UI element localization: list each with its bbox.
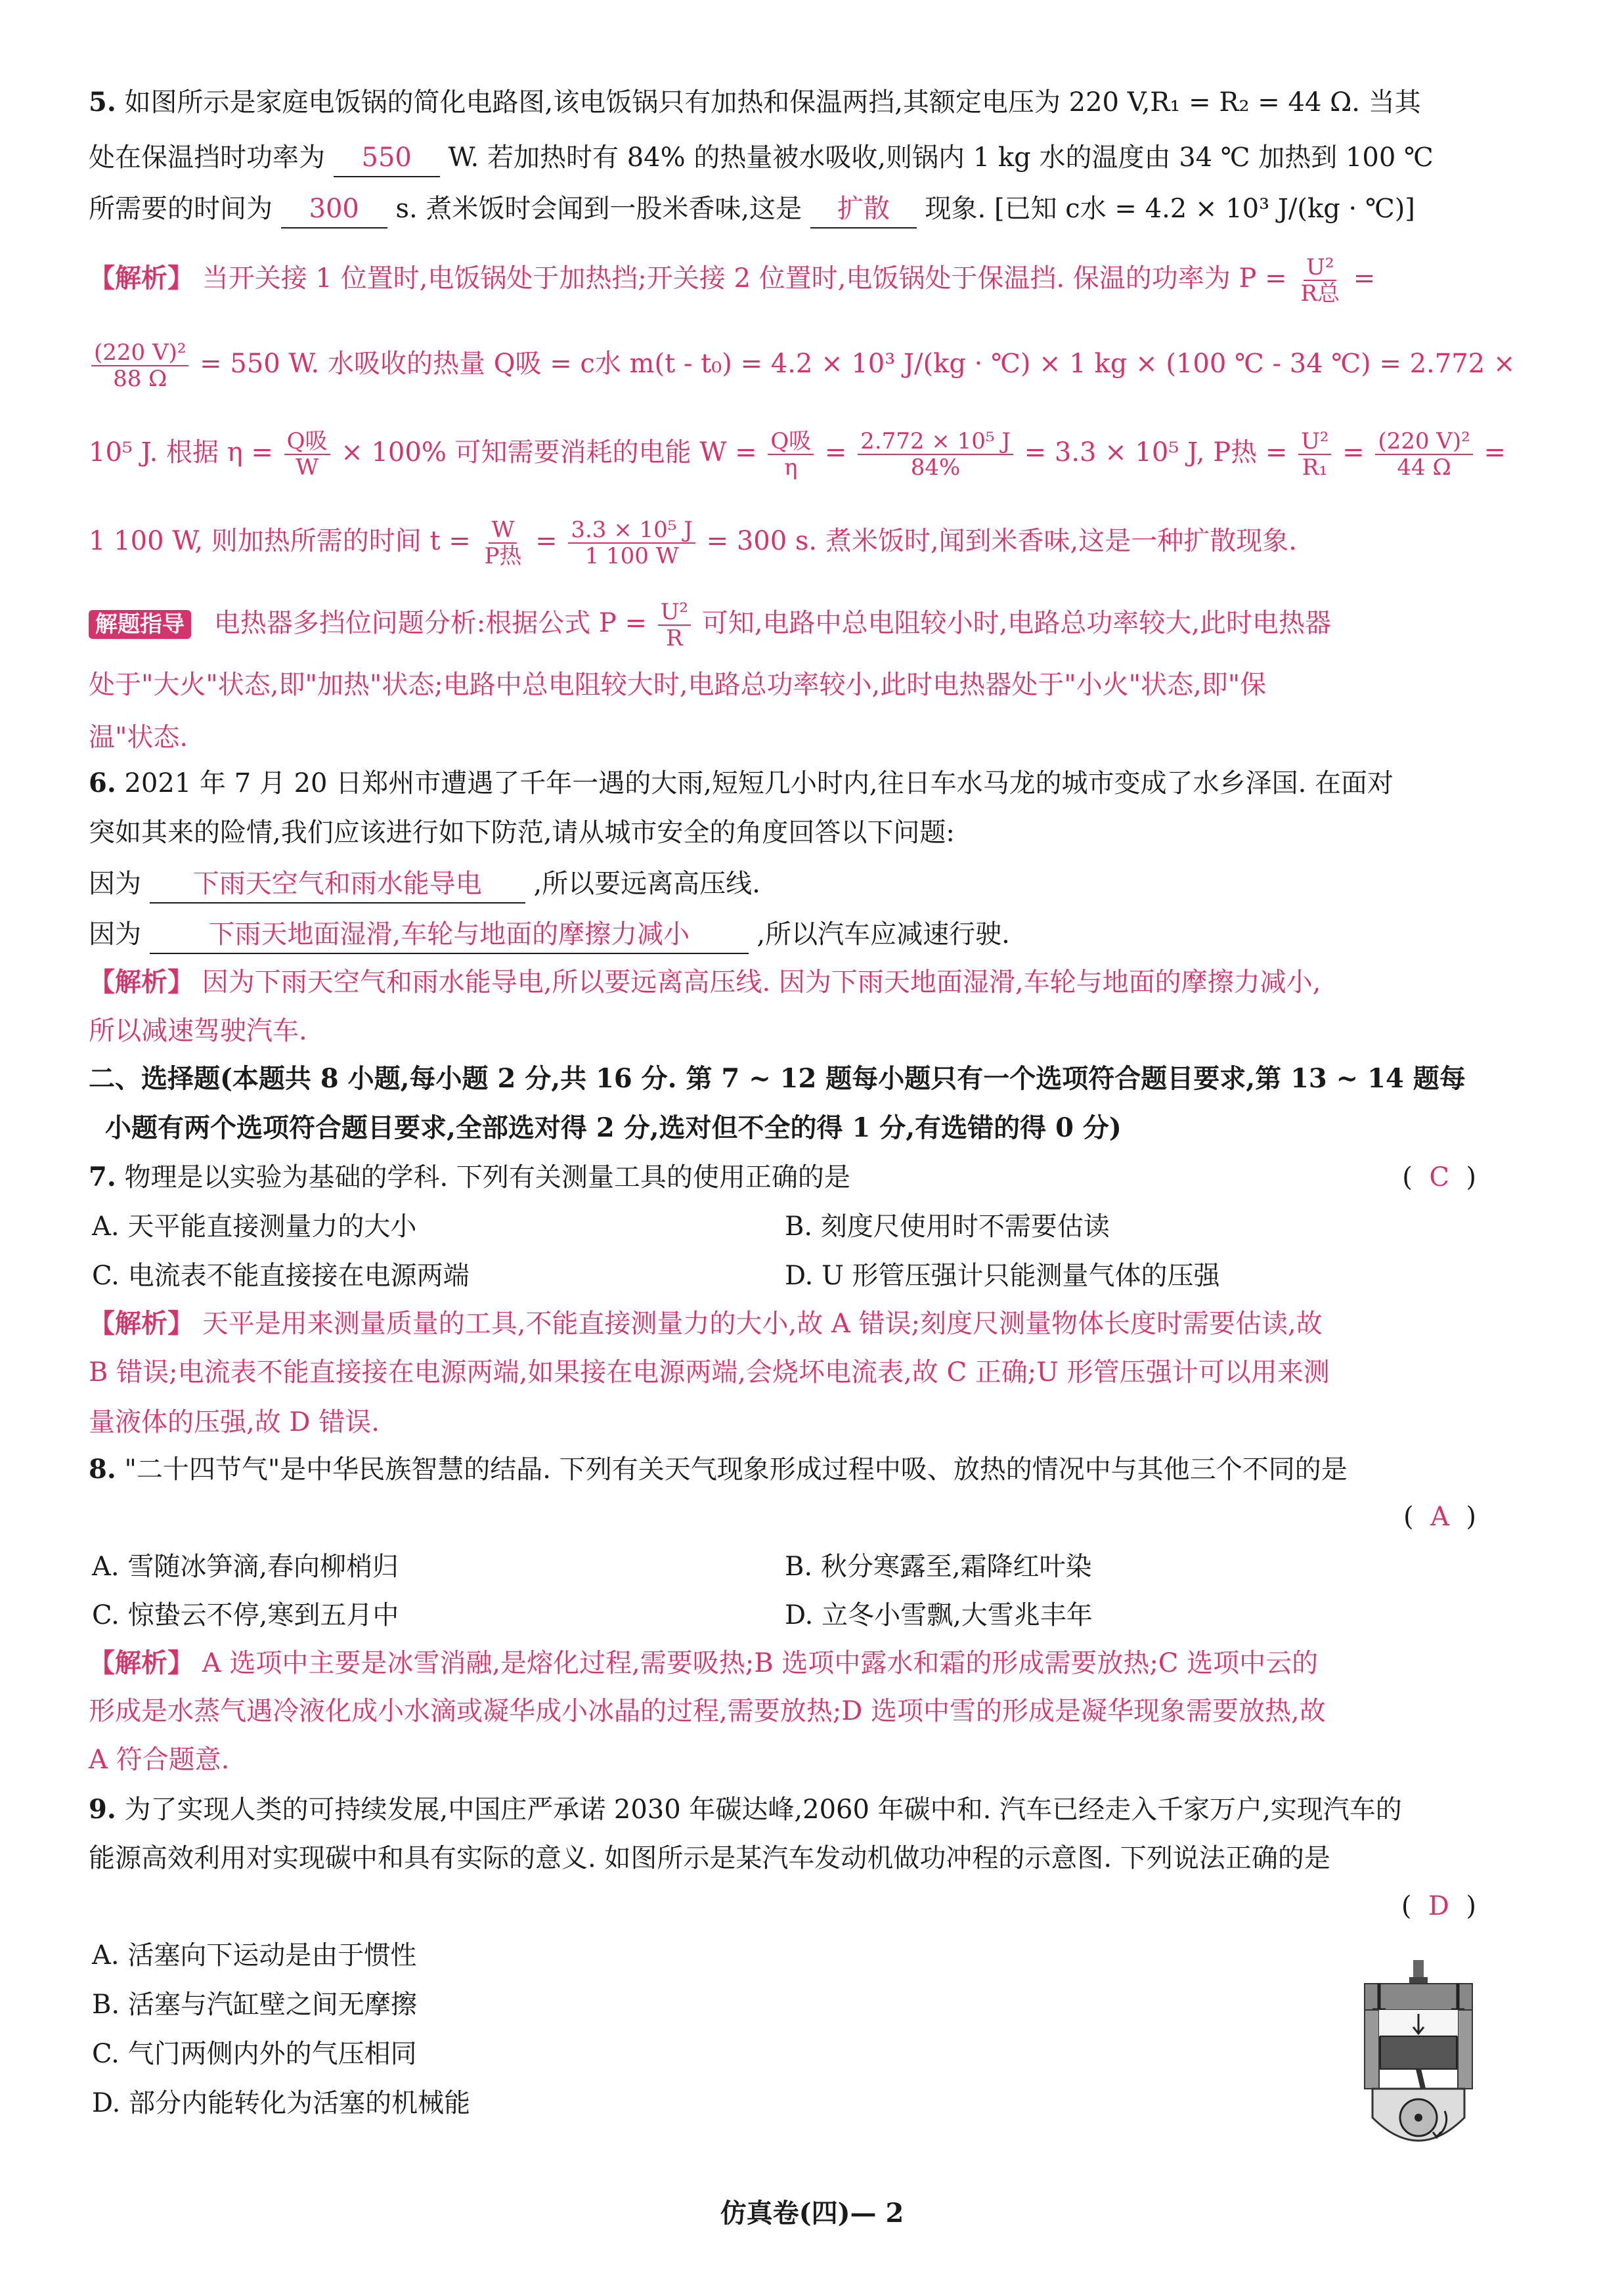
q7-option-b: B. 刻度尺使用时不需要估读 bbox=[785, 1211, 1110, 1242]
q8-option-c: C. 惊蛰云不停,寒到五月中 bbox=[92, 1600, 399, 1630]
q7-option-a: A. 天平能直接测量力的大小 bbox=[92, 1211, 417, 1242]
q7-stem: 7. 物理是以实验为基础的学科. 下列有关测量工具的使用正确的是 bbox=[89, 1162, 850, 1192]
q9-line1: 9. 为了实现人类的可持续发展,中国庄严承诺 2030 年碳达峰,2060 年碳中和. 汽车已经走入千家万户,实现汽车的 bbox=[89, 1794, 1402, 1825]
q5-line3: 所需要的时间为 300 s. 煮米饭时会闻到一股米香味,这是 扩散 现象. [已知 c水 = 4.2 × 10³ J/(kg · ℃)] bbox=[89, 190, 1415, 229]
q8-option-d: D. 立冬小雪飘,大雪兆丰年 bbox=[785, 1600, 1093, 1630]
q6-number: 6. bbox=[89, 768, 116, 798]
q7-option-d: D. U 形管压强计只能测量气体的压强 bbox=[785, 1261, 1220, 1291]
q5-guide-line2: 处于"大火"状态,即"加热"状态;电路中总电阻较大时,电路总功率较小,此时电热器处于"小火"状态,即"保 bbox=[89, 670, 1267, 700]
analysis-tag: 【解析】 bbox=[89, 1647, 194, 1678]
q5-analysis-line2: $\frac{\text{(220 V)²}}{88 \Omega}$ = 550 W. 水吸收的热量 Q吸 = c水 m(t - t₀) = 4.2 × 10³ J/(kg · ℃) × 1 kg × (100 ℃ - 34 ℃) = 2.772 × bbox=[89, 341, 1515, 390]
fraction: $\frac{\text{(220 V)²}}{88 \Omega}$ bbox=[91, 341, 188, 390]
q7-option-c: C. 电流表不能直接接在电源两端 bbox=[92, 1261, 470, 1291]
q8-analysis-line3: A 符合题意. bbox=[89, 1745, 230, 1775]
fraction: $\frac{\text{2.772 × 10⁵ J}}{84\%}$ bbox=[858, 430, 1013, 479]
answer-blank: 300 bbox=[281, 190, 387, 229]
analysis-tag: 【解析】 bbox=[89, 263, 194, 294]
q9-option-d: D. 部分内能转化为活塞的机械能 bbox=[92, 2088, 471, 2118]
q9-option-c: C. 气门两侧内外的气压相同 bbox=[92, 2039, 417, 2069]
q9-line2: 能源高效利用对实现碳中和具有实际的意义. 如图所示是某汽车发动机做功冲程的示意图. 下列说法正确的是 bbox=[89, 1843, 1330, 1873]
q7-analysis-line3: 量液体的压强,故 D 错误. bbox=[89, 1407, 380, 1437]
q8-option-a: A. 雪随冰笋滴,春向柳梢归 bbox=[92, 1552, 399, 1582]
q8-answer: ( A ) bbox=[1403, 1502, 1476, 1532]
q7-answer: ( C ) bbox=[1402, 1162, 1476, 1192]
q5-line2: 处在保温挡时功率为 550 W. 若加热时有 84% 的热量被水吸收,则锅内 1 kg 水的温度由 34 ℃ 加热到 100 ℃ bbox=[89, 139, 1434, 177]
q7-number: 7. bbox=[89, 1162, 116, 1192]
fraction: $\frac{\text{(220 V)²}}{44 \Omega}$ bbox=[1375, 430, 1472, 479]
analysis-tag: 【解析】 bbox=[89, 1308, 194, 1339]
q5-number: 5. bbox=[89, 87, 116, 118]
fraction: $\frac{\text{3.3 × 10⁵ J}}{1 100 W}$ bbox=[568, 519, 695, 567]
q6-blank2: 因为 下雨天地面湿滑,车轮与地面的摩擦力减小 ,所以汽车应减速行驶. bbox=[89, 916, 1010, 954]
q6-analysis-line2: 所以减速驾驶汽车. bbox=[89, 1016, 307, 1046]
answer-blank: 扩散 bbox=[810, 190, 917, 229]
q9-answer: ( D ) bbox=[1401, 1891, 1476, 1921]
q7-analysis-line1: 【解析】 天平是用来测量质量的工具,不能直接测量力的大小,故 A 错误;刻度尺测量物体长度时需要估读,故 bbox=[89, 1308, 1323, 1339]
q5-guide-line3: 温"状态. bbox=[89, 722, 188, 752]
q6-analysis-line1: 【解析】 因为下雨天空气和雨水能导电,所以要远离高压线. 因为下雨天地面湿滑,车轮与地面的摩擦力减小, bbox=[89, 967, 1321, 997]
fraction: $\frac{\text{Q吸}}{W}$ bbox=[284, 430, 330, 479]
q5-analysis-line3: 10⁵ J. 根据 η = $\frac{\text{Q吸}}{W}$ × 100% 可知需要消耗的电能 W = $\frac{\text{Q吸}}{\eta}$ = $\frac{\text{2.772 × 10⁵ J}}{84\%}$ = 3.3 × 10⁵ J, P热 = $\frac{\text{U²}}{\text{R₁}}$ = $\frac{\text{(220 V)²}}{44 \Omega}$ = bbox=[89, 428, 1506, 481]
q9-option-b: B. 活塞与汽缸壁之间无摩擦 bbox=[92, 1990, 417, 2020]
q8-analysis-line2: 形成是水蒸气遇冷液化成小水滴或凝华成小冰晶的过程,需要放热;D 选项中雪的形成是凝华现象需要放热,故 bbox=[89, 1696, 1326, 1726]
q5-guide-line1: 解题指导 电热器多挡位问题分析:根据公式 P = $\frac{\text{U²}}{R}$ 可知,电路中总电阻较小时,电路总功率较大,此时电热器 bbox=[89, 601, 1331, 649]
q8-analysis-line1: 【解析】 A 选项中主要是冰雪消融,是熔化过程,需要吸热;B 选项中露水和霜的形成需要放热;C 选项中云的 bbox=[89, 1647, 1319, 1678]
q8-stem: 8. "二十四节气"是中华民族智慧的结晶. 下列有关天气现象形成过程中吸、放热的情况中与其他三个不同的是 bbox=[89, 1454, 1348, 1485]
answer-blank: 下雨天地面湿滑,车轮与地面的摩擦力减小 bbox=[150, 916, 749, 954]
section-heading-line2: 小题有两个选项符合题目要求,全部选对得 2 分,选对但不全的得 1 分,有选错的得 0 分) bbox=[105, 1112, 1122, 1143]
q9-number: 9. bbox=[89, 1794, 116, 1825]
page-footer: 仿真卷(四)— 2 bbox=[720, 2198, 904, 2229]
q8-number: 8. bbox=[89, 1454, 116, 1485]
section-heading-line1: 二、选择题(本题共 8 小题,每小题 2 分,共 16 分. 第 7 ~ 12 题每小题只有一个选项符合题目要求,第 13 ~ 14 题每 bbox=[89, 1063, 1466, 1094]
fraction: $\frac{W}{\text{P热}}$ bbox=[484, 517, 522, 569]
spark-plug-icon bbox=[1413, 1960, 1424, 1978]
engine-stroke-diagram bbox=[1353, 1960, 1484, 2157]
answer-blank: 550 bbox=[334, 139, 440, 177]
piston-icon bbox=[1380, 2036, 1457, 2069]
q5-analysis-line4: 1 100 W, 则加热所需的时间 t = $\frac{W}{\text{P热}}$ = $\frac{\text{3.3 × 10⁵ J}}{1 100 W}$ = 300 s. 煮米饭时,闻到米香味,这是一种扩散现象. bbox=[89, 517, 1297, 569]
q6-line2: 突如其来的险情,我们应该进行如下防范,请从城市安全的角度回答以下问题: bbox=[89, 817, 955, 848]
q7-analysis-line2: B 错误;电流表不能直接接在电源两端,如果接在电源两端,会烧坏电流表,故 C 正确;U 形管压强计可以用来测 bbox=[89, 1357, 1330, 1387]
fraction: $\frac{\text{U²}}{\text{R₁}}$ bbox=[1298, 430, 1331, 479]
fraction: $\frac{\text{Q吸}}{\eta}$ bbox=[768, 430, 814, 479]
q6-line1: 6. 2021 年 7 月 20 日郑州市遭遇了千年一遇的大雨,短短几小时内,往日车水马龙的城市变成了水乡泽国. 在面对 bbox=[89, 768, 1394, 798]
q9-option-a: A. 活塞向下运动是由于惯性 bbox=[92, 1940, 417, 1971]
q5-analysis-line1: 【解析】 当开关接 1 位置时,电饭锅处于加热挡;开关接 2 位置时,电饭锅处于保温挡. 保温的功率为 P = $\frac{\text{U²}}{\text{R总}}$ = bbox=[89, 254, 1376, 307]
analysis-tag: 【解析】 bbox=[89, 967, 194, 997]
q5-line1: 5. 如图所示是家庭电饭锅的简化电路图,该电饭锅只有加热和保温两挡,其额定电压为 220 V,R₁ = R₂ = 44 Ω. 当其 bbox=[89, 87, 1421, 118]
q8-option-b: B. 秋分寒露至,霜降红叶染 bbox=[785, 1552, 1092, 1582]
fraction: $\frac{\text{U²}}{\text{R总}}$ bbox=[1300, 254, 1340, 307]
guide-badge: 解题指导 bbox=[89, 610, 191, 639]
q6-blank1: 因为 下雨天空气和雨水能导电 ,所以要远离高压线. bbox=[89, 865, 760, 904]
answer-blank: 下雨天空气和雨水能导电 bbox=[150, 865, 525, 904]
fraction: $\frac{\text{U²}}{R}$ bbox=[658, 601, 691, 649]
